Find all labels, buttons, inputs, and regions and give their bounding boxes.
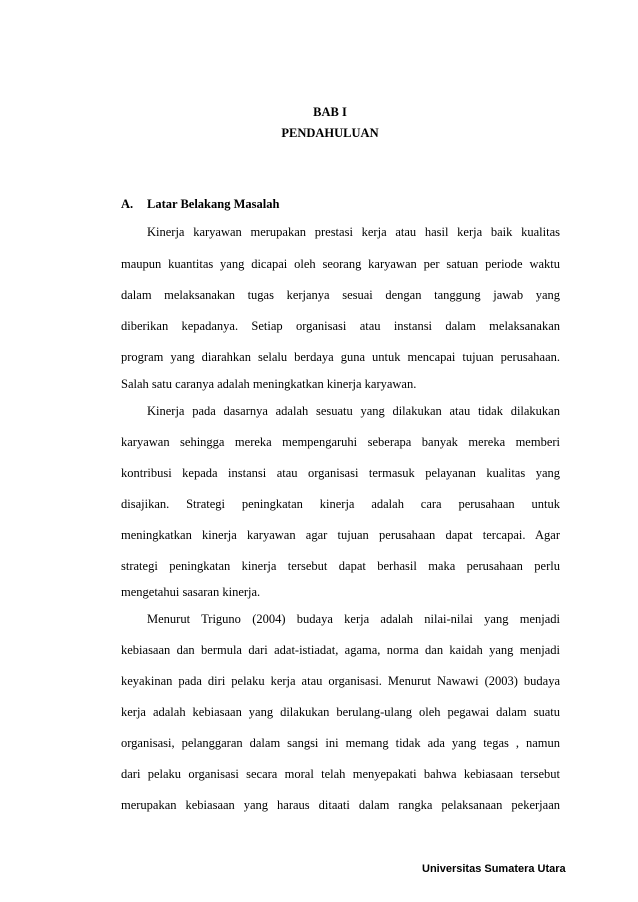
footer-university: Universitas Sumatera Utara [422, 863, 566, 875]
body-line: mengetahui sasaran kinerja. [121, 585, 261, 599]
body-line: kontribusi kepada instansi atau organisasi termasuk pelayanan kualitas yang [121, 466, 560, 480]
section-title: Latar Belakang Masalah [147, 197, 280, 211]
body-line: organisasi, pelanggaran dalam sangsi ini memang tidak ada yang tegas , namun [121, 736, 560, 750]
body-line: kebiasaan dan bermula dari adat-istiadat, agama, norma dan kaidah yang menjadi [121, 643, 560, 657]
body-line: diberikan kepadanya. Setiap organisasi atau instansi dalam melaksanakan [121, 319, 560, 333]
body-line: Kinerja karyawan merupakan prestasi kerja atau hasil kerja baik kualitas [147, 225, 560, 239]
body-line: merupakan kebiasaan yang haraus ditaati dalam rangka pelaksanaan pekerjaan [121, 798, 560, 812]
body-line: maupun kuantitas yang dicapai oleh seorang karyawan per satuan periode waktu [121, 257, 560, 271]
body-line: keyakinan pada diri pelaku kerja atau organisasi. Menurut Nawawi (2003) budaya [121, 674, 560, 688]
body-line: Menurut Triguno (2004) budaya kerja adalah nilai-nilai yang menjadi [147, 612, 560, 626]
body-line: Salah satu caranya adalah meningkatkan kinerja karyawan. [121, 377, 417, 391]
body-line: meningkatkan kinerja karyawan agar tujuan perusahaan dapat tercapai. Agar [121, 528, 560, 542]
body-line: kerja adalah kebiasaan yang dilakukan berulang-ulang oleh pegawai dalam suatu [121, 705, 560, 719]
section-heading [121, 197, 279, 212]
chapter-heading: BAB I [313, 105, 347, 119]
section-number: A. [121, 197, 134, 211]
body-line: Kinerja pada dasarnya adalah sesuatu yang dilakukan atau tidak dilakukan [147, 404, 560, 418]
body-line: karyawan sehingga mereka mempengaruhi seberapa banyak mereka memberi [121, 435, 560, 449]
body-line: dalam melaksanakan tugas kerjanya sesuai dengan tanggung jawab yang [121, 288, 560, 302]
body-line: dari pelaku organisasi secara moral telah menyepakati bahwa kebiasaan tersebut [121, 767, 560, 781]
body-line: program yang diarahkan selalu berdaya guna untuk mencapai tujuan perusahaan. [121, 350, 560, 364]
body-line: strategi peningkatan kinerja tersebut dapat berhasil maka perusahaan perlu [121, 559, 560, 573]
body-line: disajikan. Strategi peningkatan kinerja adalah cara perusahaan untuk [121, 497, 560, 511]
chapter-title: PENDAHULUAN [281, 126, 379, 140]
